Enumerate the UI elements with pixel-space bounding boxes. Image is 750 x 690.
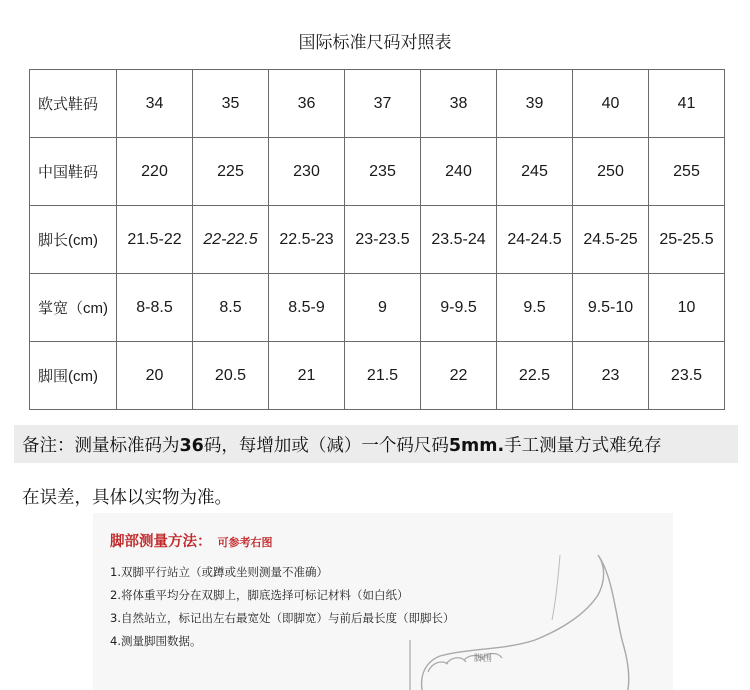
table-cell: 22-22.5 <box>193 206 269 274</box>
table-cell: 9 <box>345 274 421 342</box>
table-cell: 21 <box>269 342 345 410</box>
table-cell: 39 <box>497 70 573 138</box>
table-cell: 25-25.5 <box>649 206 725 274</box>
table-cell: 34 <box>117 70 193 138</box>
guide-title-text: 脚部测量方法： <box>110 534 212 550</box>
table-cell: 21.5 <box>345 342 421 410</box>
table-cell: 21.5-22 <box>117 206 193 274</box>
table-cell: 36 <box>269 70 345 138</box>
table-cell: 23-23.5 <box>345 206 421 274</box>
table-cell: 41 <box>649 70 725 138</box>
table-cell: 220 <box>117 138 193 206</box>
table-cell: 37 <box>345 70 421 138</box>
table-cell: 23 <box>573 342 649 410</box>
note-text: 码，每增加或（减）一个码尺码 <box>203 436 449 456</box>
note-standard-size: 36 <box>179 436 204 456</box>
table-cell: 20.5 <box>193 342 269 410</box>
table-cell: 9-9.5 <box>421 274 497 342</box>
note-increment: 5mm. <box>448 436 505 456</box>
row-label: 脚长(cm) <box>30 206 117 274</box>
table-cell: 250 <box>573 138 649 206</box>
table-cell: 230 <box>269 138 345 206</box>
table-cell: 235 <box>345 138 421 206</box>
page-title: 国际标准尺码对照表 <box>298 33 452 53</box>
table-cell: 22.5-23 <box>269 206 345 274</box>
guide-step-4: 4.测量脚围数据。 <box>110 634 202 648</box>
figure-label: 脚围 <box>474 654 493 664</box>
table-cell: 24.5-25 <box>573 206 649 274</box>
table-cell: 23.5-24 <box>421 206 497 274</box>
note-text: 备注：测量标准码为 <box>22 436 180 456</box>
note-line-2: 在误差，具体以实物为准。 <box>22 488 232 508</box>
note-text: 手工测量方式难免存 <box>504 436 662 456</box>
table-cell: 8.5-9 <box>269 274 345 342</box>
table-cell: 24-24.5 <box>497 206 573 274</box>
table-cell: 20 <box>117 342 193 410</box>
guide-subtitle: 可参考右图 <box>217 536 273 549</box>
table-cell: 8-8.5 <box>117 274 193 342</box>
table-cell: 40 <box>573 70 649 138</box>
leg-line <box>552 555 560 620</box>
row-label: 脚围(cm) <box>30 342 117 410</box>
table-cell: 10 <box>649 274 725 342</box>
table-cell: 245 <box>497 138 573 206</box>
table-cell: 35 <box>193 70 269 138</box>
table-cell: 225 <box>193 138 269 206</box>
row-label: 欧式鞋码 <box>30 70 117 138</box>
table-cell: 9.5-10 <box>573 274 649 342</box>
table-cell: 22.5 <box>497 342 573 410</box>
row-label: 掌宽（cm) <box>30 274 117 342</box>
table-cell: 255 <box>649 138 725 206</box>
guide-title <box>110 530 273 551</box>
guide-step-3: 3.自然站立，标记出左右最宽处（即脚宽）与前后最长度（即脚长） <box>110 611 455 625</box>
table-cell: 23.5 <box>649 342 725 410</box>
table-cell: 240 <box>421 138 497 206</box>
table-cell: 38 <box>421 70 497 138</box>
guide-step-1: 1.双脚平行站立（或蹲或坐则测量不准确） <box>110 565 328 579</box>
table-cell: 9.5 <box>497 274 573 342</box>
table-cell: 22 <box>421 342 497 410</box>
table-cell: 8.5 <box>193 274 269 342</box>
row-label: 中国鞋码 <box>30 138 117 206</box>
guide-step-2: 2.将体重平均分在双脚上，脚底选择可标记材料（如白纸） <box>110 588 409 602</box>
